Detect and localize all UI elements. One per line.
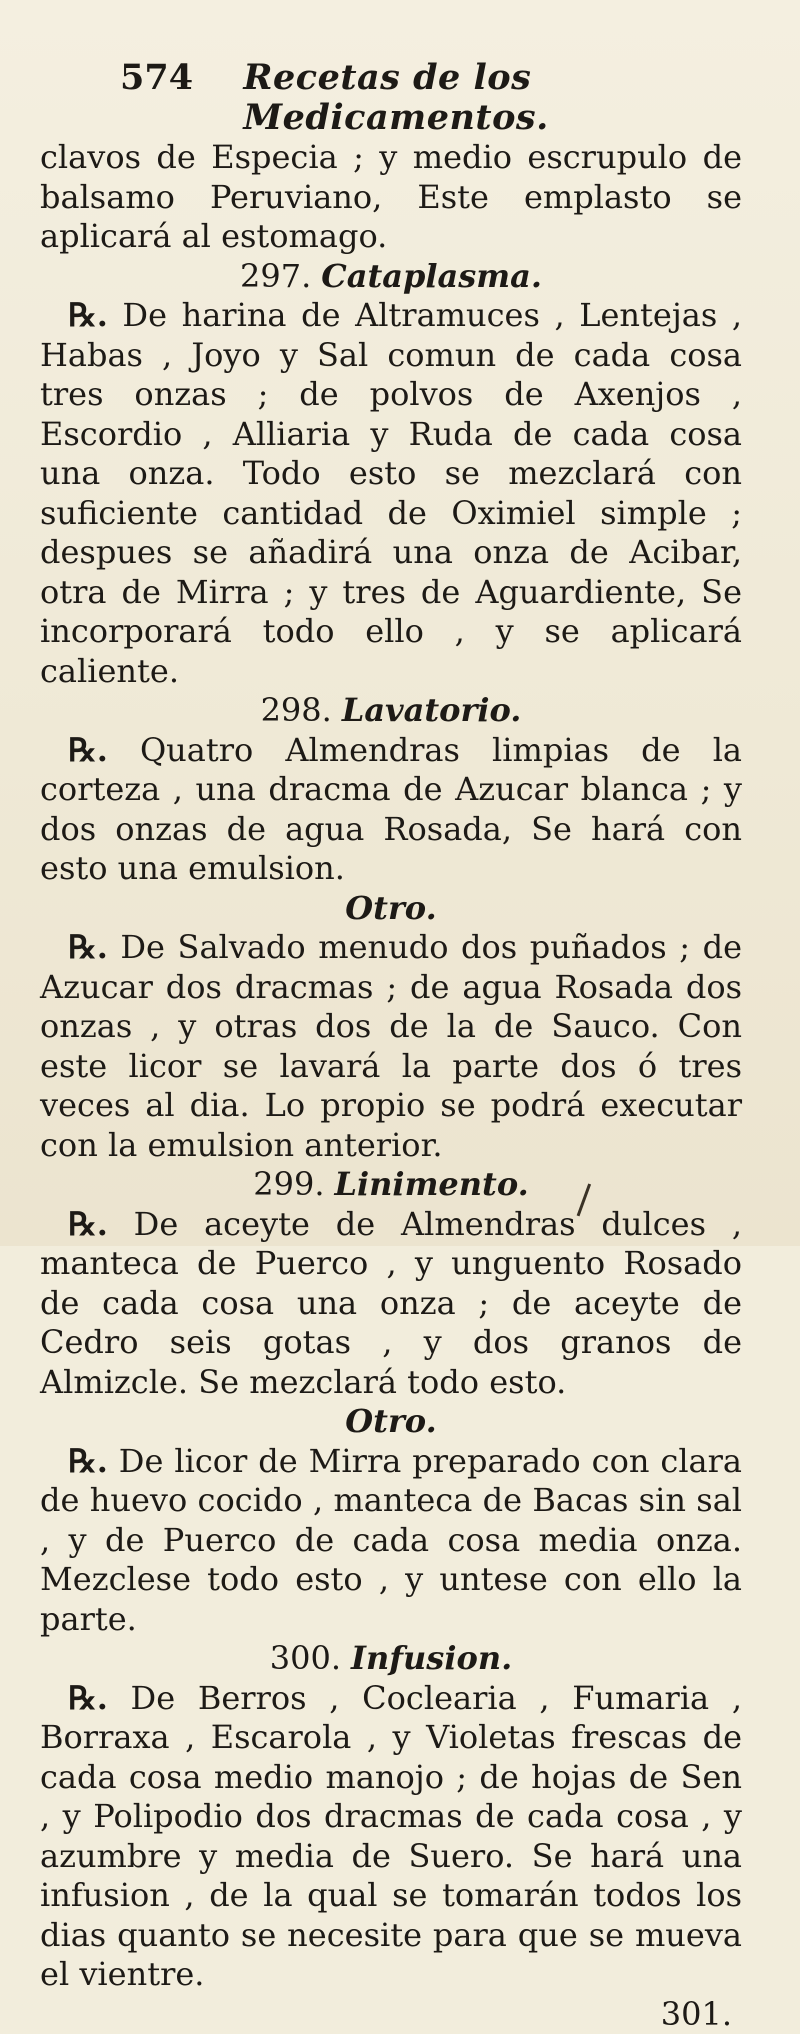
recipe-paragraph: ℞. De Salvado menudo dos puñados ; de Azucar dos dracmas ; de agua Rosada dos onzas , y otras dos de la de Sauco. Con este licor se lavará la parte dos ó tres veces al dia. Lo propio se podrá executar con la emulsion anterior.	[40, 928, 742, 1165]
recipe-symbol: ℞.	[68, 731, 108, 769]
recipe-paragraph: ℞. Quatro Almendras limpias de la corteza , una dracma de Azucar blanca ; y dos onzas de agua Rosada, Se hará con esto una emulsion.	[40, 731, 742, 889]
page-body	[40, 138, 742, 2034]
recipe-paragraph: ℞. De licor de Mirra preparado con clara de huevo cocido , manteca de Bacas sin sal , y de Puerco de cada cosa media onza. Mezclese todo esto , y untese con ello la parte.	[40, 1442, 742, 1640]
recipe-paragraph: ℞. De Berros , Coclearia , Fumaria , Borraxa , Escarola , y Violetas frescas de cada cosa medio manojo ; de hojas de Sen , y Polipodio dos dracmas de cada cosa , y azumbre y media de Suero. Se hará una infusion , de la qual se tomarán todos los dias quanto se necesite para que se mueva el vientre.	[40, 1679, 742, 1995]
page-number: 574	[40, 58, 243, 98]
recipe-symbol: ℞.	[68, 296, 108, 334]
recipe-paragraph: ℞. De aceyte de Almendras dulces , manteca de Puerco , y unguento Rosado de cada cosa una onza ; de aceyte de Cedro seis gotas , y dos granos de Almizcle. Se mezclará todo esto.	[40, 1205, 742, 1403]
recipe-symbol: ℞.	[68, 1205, 108, 1243]
recipe-symbol: ℞.	[68, 1442, 108, 1480]
section-heading: 298. Lavatorio.	[40, 691, 742, 731]
recipe-symbol: ℞.	[68, 1679, 108, 1717]
recipe-paragraph: ℞. De harina de Altramuces , Lentejas , Habas , Joyo y Sal comun de cada cosa tres onzas ; de polvos de Axenjos , Escordio , Alliaria y Ruda de cada cosa una onza. Todo esto se mezclará con suficiente cantidad de Oximiel simple ; despues se añadirá una onza de Acibar, otra de Mirra ; y tres de Aguardiente, Se incorporará todo ello , y se aplicará caliente.	[40, 296, 742, 691]
running-header	[40, 58, 742, 138]
recipe-symbol: ℞.	[68, 928, 108, 966]
section-heading: 300. Infusion.	[40, 1639, 742, 1679]
section-heading: 299. Linimento.	[40, 1165, 742, 1205]
section-heading: 297. Cataplasma.	[40, 257, 742, 297]
section-heading: Otro.	[40, 1402, 742, 1442]
section-heading: Otro.	[40, 889, 742, 929]
catchword-line	[40, 1995, 742, 2034]
signature-number: 301.	[661, 1995, 732, 2033]
paragraph: clavos de Especia ; y medio escrupulo de balsamo Peruviano, Este emplasto se aplicará al estomago.	[40, 138, 742, 257]
running-title: Recetas de los Medicamentos.	[243, 58, 742, 138]
